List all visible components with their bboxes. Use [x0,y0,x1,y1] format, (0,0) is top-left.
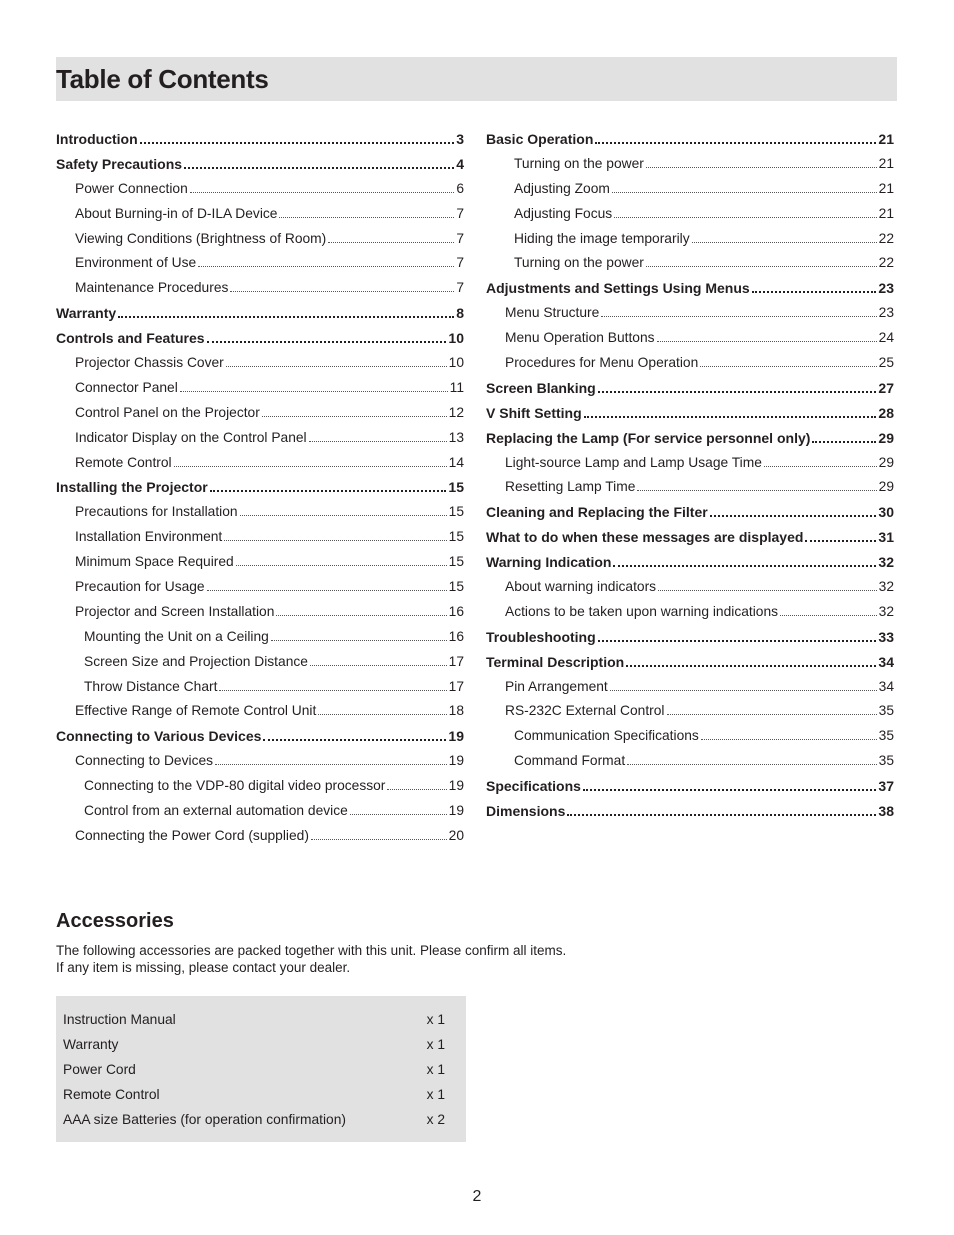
toc-entry[interactable] [486,401,894,426]
toc-entry[interactable] [486,550,894,575]
accessory-quantity: x 1 [426,1036,445,1052]
toc-entry-title: Viewing Conditions (Brightness of Room) [75,230,327,246]
toc-entry-page: 33 [878,628,894,645]
toc-dot-leader [215,754,447,765]
toc-entry[interactable] [56,575,464,600]
toc-entry[interactable] [56,152,464,177]
toc-dot-leader [805,530,876,542]
toc-dot-leader [752,281,877,293]
toc-dot-leader [263,729,446,741]
toc-entry-title: Connecting to the VDP-80 digital video processor [84,778,386,794]
toc-dot-leader [328,232,454,243]
accessories-intro [56,942,566,976]
toc-dot-leader [184,157,454,169]
accessories-intro-line-2: If any item is missing, please contact your dealer. [56,960,351,975]
toc-dot-leader [780,605,877,616]
toc-entry[interactable] [56,276,464,301]
toc-entry-page: 23 [878,305,894,321]
toc-entry-page: 29 [878,429,894,446]
toc-dot-leader [584,406,877,418]
toc-entry-page: 34 [878,653,894,670]
toc-entry-title: Projector Chassis Cover [75,355,224,371]
toc-dot-leader [646,256,877,267]
toc-entry-title: Mounting the Unit on a Ceiling [84,628,269,644]
toc-entry[interactable] [56,774,464,799]
toc-entry-title: Warranty [56,305,117,322]
toc-entry[interactable] [486,749,894,774]
toc-dot-leader [812,431,876,443]
toc-entry-page: 16 [448,603,464,619]
toc-entry-title: Connecting to Devices [75,753,214,769]
accessories-list [63,1008,445,1132]
toc-entry-title: Remote Control [75,454,172,470]
toc-dot-leader [387,779,446,790]
toc-entry-page: 19 [448,728,464,745]
toc-entry-page: 29 [878,454,894,470]
accessory-item [63,1083,445,1108]
toc-entry-page: 4 [456,155,464,172]
toc-entry[interactable] [486,451,894,476]
toc-entry-title: RS-232C External Control [505,703,665,719]
toc-entry-title: Adjusting Zoom [514,180,610,196]
toc-entry[interactable] [486,276,894,301]
toc-dot-leader [207,580,447,591]
toc-entry-title: Installation Environment [75,529,223,545]
toc-entry-page: 14 [448,454,464,470]
accessories-heading: Accessories [56,910,174,932]
toc-entry-page: 10 [448,355,464,371]
toc-entry-title: Actions to be taken upon warning indications [505,603,779,619]
accessory-quantity: x 1 [426,1061,445,1077]
toc-entry-page: 27 [878,379,894,396]
toc-dot-leader [567,804,876,816]
toc-dot-leader [311,829,447,840]
toc-dot-leader [219,680,446,691]
toc-entry-page: 17 [448,653,464,669]
toc-entry-title: Control Panel on the Projector [75,404,260,420]
toc-entry-page: 24 [878,330,894,346]
toc-dot-leader [595,132,876,144]
toc-entry-title: Basic Operation [486,131,594,147]
toc-entry-title: Control from an external automation device [84,803,348,819]
toc-entry-page: 21 [878,180,894,196]
toc-entry[interactable] [486,600,894,625]
toc-entry-page: 7 [456,280,464,296]
toc-entry-title: Screen Blanking [486,379,596,396]
toc-entry-title: Pin Arrangement [505,678,608,694]
toc-entry[interactable] [486,525,894,550]
toc-entry-page: 32 [878,554,894,571]
toc-entry-title: Effective Range of Remote Control Unit [75,703,317,719]
toc-entry-title: Turning on the power [514,155,644,171]
toc-entry-page: 20 [448,827,464,843]
toc-entry-title: Introduction [56,131,138,147]
toc-entry[interactable] [56,525,464,550]
toc-entry-title: Specifications [486,778,581,795]
toc-entry[interactable] [56,426,464,451]
toc-entry-title: Projector and Screen Installation [75,603,275,619]
accessory-quantity: x 2 [426,1111,445,1127]
toc-entry-page: 35 [878,753,894,769]
toc-entry-title: Warning Indication [486,554,612,571]
toc-entry[interactable] [56,550,464,575]
toc-dot-leader [610,680,877,691]
toc-entry-title: Installing the Projector [56,479,208,496]
toc-entry-title: Connecting to Various Devices [56,728,262,745]
toc-entry[interactable] [56,127,464,152]
toc-entry-title: Command Format [514,753,626,769]
toc-dot-leader [700,356,876,367]
toc-entry-title: What to do when these messages are displayed [486,529,804,546]
toc-entry-title: Environment of Use [75,255,197,271]
toc-entry-page: 22 [878,230,894,246]
toc-entry-page: 21 [878,131,894,147]
toc-entry[interactable] [56,326,464,351]
toc-entry-title: Maintenance Procedures [75,280,229,296]
toc-entry[interactable] [56,475,464,500]
toc-entry[interactable] [56,401,464,426]
toc-entry-title: Adjusting Focus [514,205,613,221]
toc-dot-leader [350,804,447,815]
toc-entry[interactable] [486,127,894,152]
toc-dot-leader [271,630,447,641]
toc-entry-title: Precaution for Usage [75,579,205,595]
toc-entry-page: 3 [456,131,464,147]
toc-entry-page: 38 [878,803,894,820]
accessory-name: AAA size Batteries (for operation confirmation) [63,1111,346,1127]
toc-entry[interactable] [56,500,464,525]
toc-entry[interactable] [486,177,894,202]
toc-entry[interactable] [56,699,464,724]
toc-entry-page: 28 [878,404,894,421]
accessory-item [63,1008,445,1033]
toc-dot-leader [701,729,877,740]
toc-entry-title: Terminal Description [486,653,625,670]
toc-entry-title: Turning on the power [514,255,644,271]
toc-entry[interactable] [56,351,464,376]
toc-entry[interactable] [56,301,464,326]
toc-entry[interactable] [486,475,894,500]
accessory-name: Power Cord [63,1061,136,1077]
toc-entry-page: 31 [878,529,894,546]
toc-dot-leader [318,704,446,715]
toc-entry[interactable] [486,500,894,525]
toc-entry[interactable] [56,251,464,276]
toc-entry[interactable] [56,675,464,700]
toc-entry-page: 15 [448,579,464,595]
toc-entry-title: Menu Operation Buttons [505,330,655,346]
toc-entry[interactable] [486,227,894,252]
toc-dot-leader [601,306,876,317]
toc-entry[interactable] [56,724,464,749]
toc-entry[interactable] [56,451,464,476]
toc-entry[interactable] [56,376,464,401]
toc-entry-title: Minimum Space Required [75,554,234,570]
toc-entry[interactable] [486,251,894,276]
accessory-name: Remote Control [63,1086,160,1102]
toc-entry-title: Power Connection [75,180,188,196]
toc-dot-leader [598,381,877,393]
toc-entry[interactable] [486,724,894,749]
toc-entry-title: Procedures for Menu Operation [505,355,699,371]
toc-dot-leader [118,306,454,318]
accessory-item [63,1033,445,1058]
toc-entry-page: 15 [448,529,464,545]
toc-dot-leader [174,456,447,467]
toc-entry-page: 32 [878,579,894,595]
toc-entry-page: 30 [878,504,894,521]
accessory-item [63,1108,445,1133]
toc-dot-leader [658,580,877,591]
toc-entry-page: 13 [448,429,464,445]
toc-dot-leader [309,431,447,442]
accessory-name: Warranty [63,1036,119,1052]
toc-entry-page: 21 [878,205,894,221]
toc-dot-leader [262,406,447,417]
toc-entry[interactable] [56,650,464,675]
toc-dot-leader [710,505,877,517]
toc-entry-page: 15 [448,504,464,520]
toc-entry-page: 7 [456,205,464,221]
toc-dot-leader [614,207,876,218]
toc-entry-page: 25 [878,355,894,371]
toc-entry-page: 29 [878,479,894,495]
toc-entry[interactable] [56,177,464,202]
toc-entry[interactable] [486,301,894,326]
toc-dot-leader [667,704,877,715]
toc-entry[interactable] [56,600,464,625]
page-number: 2 [472,1188,482,1205]
toc-dot-leader [230,281,454,292]
accessories-box [56,996,466,1142]
toc-entry-page: 12 [448,404,464,420]
toc-dot-leader [626,655,876,667]
toc-dot-leader [310,655,447,666]
toc-dot-leader [236,555,447,566]
toc-entry-page: 8 [456,305,464,322]
toc-entry-page: 11 [449,379,464,395]
toc-dot-leader [180,381,448,392]
toc-entry-page: 21 [878,155,894,171]
toc-entry-page: 17 [448,678,464,694]
toc-entry[interactable] [56,824,464,849]
toc-entry-title: Hiding the image temporarily [514,230,690,246]
toc-entry-title: Resetting Lamp Time [505,479,636,495]
toc-entry-title: Light-source Lamp and Lamp Usage Time [505,454,762,470]
toc-dot-leader [210,480,447,492]
title-bar [56,57,897,101]
toc-entry-page: 10 [448,330,464,347]
toc-entry[interactable] [486,675,894,700]
toc-entry[interactable] [486,625,894,650]
toc-entry-title: Troubleshooting [486,628,596,645]
toc-entry[interactable] [486,376,894,401]
toc-dot-leader [140,132,455,144]
toc-dot-leader [198,256,454,267]
toc-entry-page: 35 [878,728,894,744]
toc-dot-leader [598,630,877,642]
toc-entry[interactable] [486,650,894,675]
toc-entry-page: 19 [448,778,464,794]
toc-entry[interactable] [486,351,894,376]
toc-entry-title: Controls and Features [56,330,205,347]
toc-dot-leader [583,779,877,791]
toc-entry[interactable] [56,749,464,774]
toc-entry[interactable] [486,699,894,724]
toc-dot-leader [637,480,876,491]
toc-left-column [56,127,464,849]
accessories-intro-line-1: The following accessories are packed together with this unit. Please confirm all items. [56,943,567,958]
toc-entry-title: Dimensions [486,803,566,820]
toc-entry-title: Communication Specifications [514,728,699,744]
toc-entry-title: Safety Precautions [56,155,183,172]
accessory-name: Instruction Manual [63,1012,176,1027]
toc-entry[interactable] [486,326,894,351]
toc-entry-page: 16 [448,628,464,644]
toc-dot-leader [276,605,446,616]
toc-entry-page: 23 [878,280,894,297]
toc-entry[interactable] [486,426,894,451]
toc-entry-page: 19 [448,753,464,769]
toc-right-column [486,127,894,824]
toc-entry-page: 15 [448,479,464,496]
toc-entry[interactable] [486,799,894,824]
toc-entry-title: Precautions for Installation [75,504,238,520]
toc-entry-page: 15 [448,554,464,570]
toc-entry-title: Menu Structure [505,305,600,321]
accessory-quantity: x 1 [426,1012,445,1027]
toc-dot-leader [224,530,446,541]
toc-entry-title: Connector Panel [75,379,178,395]
toc-dot-leader [207,331,447,343]
toc-dot-leader [226,356,447,367]
toc-entry[interactable] [56,799,464,824]
toc-entry-page: 7 [456,255,464,271]
toc-entry[interactable] [486,774,894,799]
toc-dot-leader [657,331,877,342]
toc-dot-leader [612,182,877,193]
toc-entry-title: Throw Distance Chart [84,678,218,694]
toc-entry-title: Adjustments and Settings Using Menus [486,280,750,297]
toc-entry-title: Indicator Display on the Control Panel [75,429,307,445]
toc-dot-leader [279,207,454,218]
toc-entry-title: V Shift Setting [486,404,582,421]
toc-entry[interactable] [56,202,464,227]
toc-dot-leader [692,232,877,243]
toc-entry[interactable] [56,227,464,252]
toc-dot-leader [190,182,455,193]
toc-entry-title: About Burning-in of D-ILA Device [75,205,278,221]
toc-dot-leader [613,555,876,567]
toc-entry-page: 6 [456,180,464,196]
toc-dot-leader [764,456,877,467]
toc-entry-page: 32 [878,603,894,619]
accessory-item [63,1058,445,1083]
toc-entry-page: 35 [878,703,894,719]
toc-entry-title: Replacing the Lamp (For service personnel only) [486,429,811,446]
page-title: Table of Contents [56,64,269,94]
toc-entry[interactable] [486,202,894,227]
accessory-quantity: x 1 [426,1086,445,1102]
toc-entry[interactable] [56,625,464,650]
toc-entry-page: 34 [878,678,894,694]
toc-entry-page: 18 [448,703,464,719]
toc-entry[interactable] [486,152,894,177]
toc-dot-leader [646,157,877,168]
toc-dot-leader [240,505,447,516]
toc-entry-title: Cleaning and Replacing the Filter [486,504,708,521]
toc-entry-title: About warning indicators [505,579,657,595]
toc-entry-page: 19 [448,803,464,819]
toc-entry-page: 37 [878,778,894,795]
toc-entry-page: 7 [456,230,464,246]
toc-dot-leader [627,754,876,765]
toc-entry-page: 22 [878,255,894,271]
toc-entry-title: Screen Size and Projection Distance [84,653,308,669]
toc-entry[interactable] [486,575,894,600]
toc-entry-title: Connecting the Power Cord (supplied) [75,827,309,843]
